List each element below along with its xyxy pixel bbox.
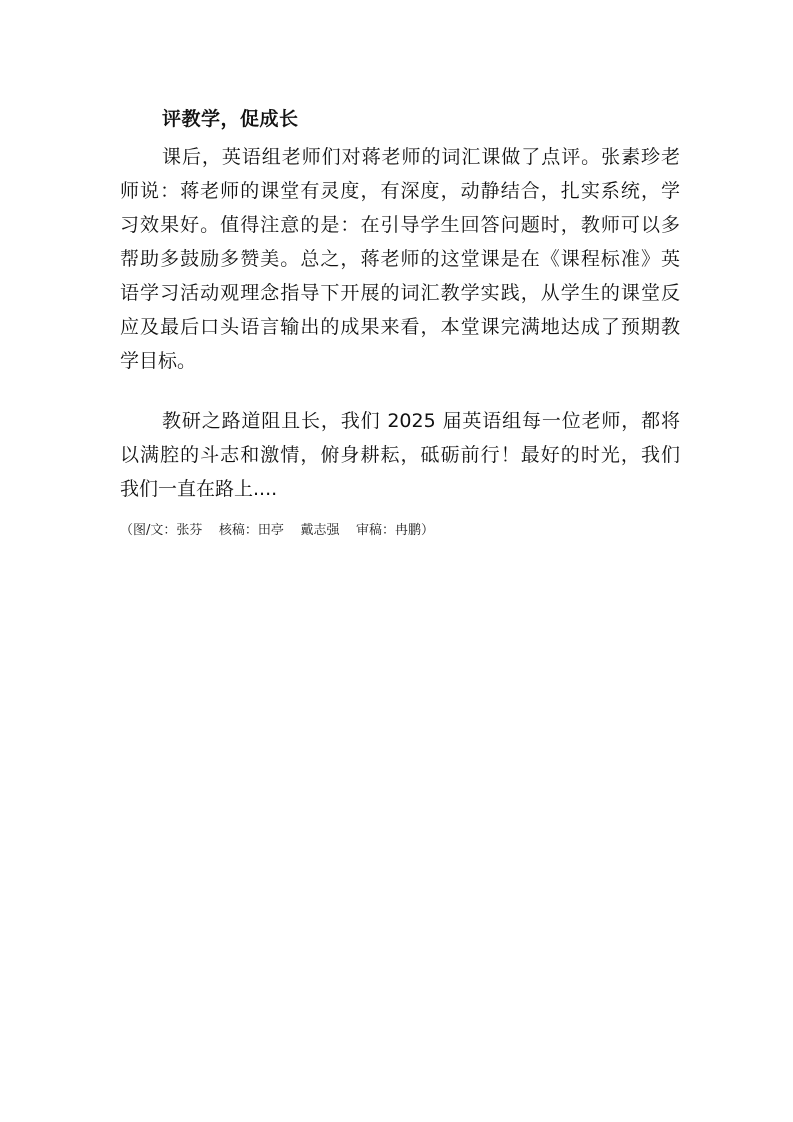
credits-line: （图/文：张芬 核稿：田亭 戴志强 审稿：冉鹏） bbox=[120, 523, 434, 538]
paragraph-line: 帮助多鼓励多赞美。总之，蒋老师的这堂课是在《课程标准》英 bbox=[120, 248, 680, 270]
paragraph-line: 以满腔的斗志和激情，俯身耕耘，砥砺前行！最好的时光，我们 bbox=[120, 444, 680, 466]
paragraph-line: 语学习活动观理念指导下开展的词汇教学实践，从学生的课堂反 bbox=[120, 282, 680, 304]
paragraph-line: 应及最后口头语言输出的成果来看，本堂课完满地达成了预期教 bbox=[120, 316, 680, 338]
review-paragraph bbox=[120, 140, 680, 378]
section-heading: 评教学，促成长 bbox=[162, 108, 299, 130]
paragraph-line: 习效果好。值得注意的是：在引导学生回答问题时，教师可以多 bbox=[120, 214, 680, 236]
paragraph-line: 学目标。 bbox=[120, 350, 197, 372]
closing-paragraph bbox=[120, 404, 680, 506]
paragraph-line: 教研之路道阻且长，我们 2025 届英语组每一位老师，都将 bbox=[162, 410, 680, 432]
paragraph-line: 课后，英语组老师们对蒋老师的词汇课做了点评。张素珍老 bbox=[162, 146, 680, 168]
paragraph-line: 师说：蒋老师的课堂有灵度，有深度，动静结合，扎实系统，学 bbox=[120, 180, 680, 202]
paragraph-line: 我们一直在路上.... bbox=[120, 478, 278, 500]
